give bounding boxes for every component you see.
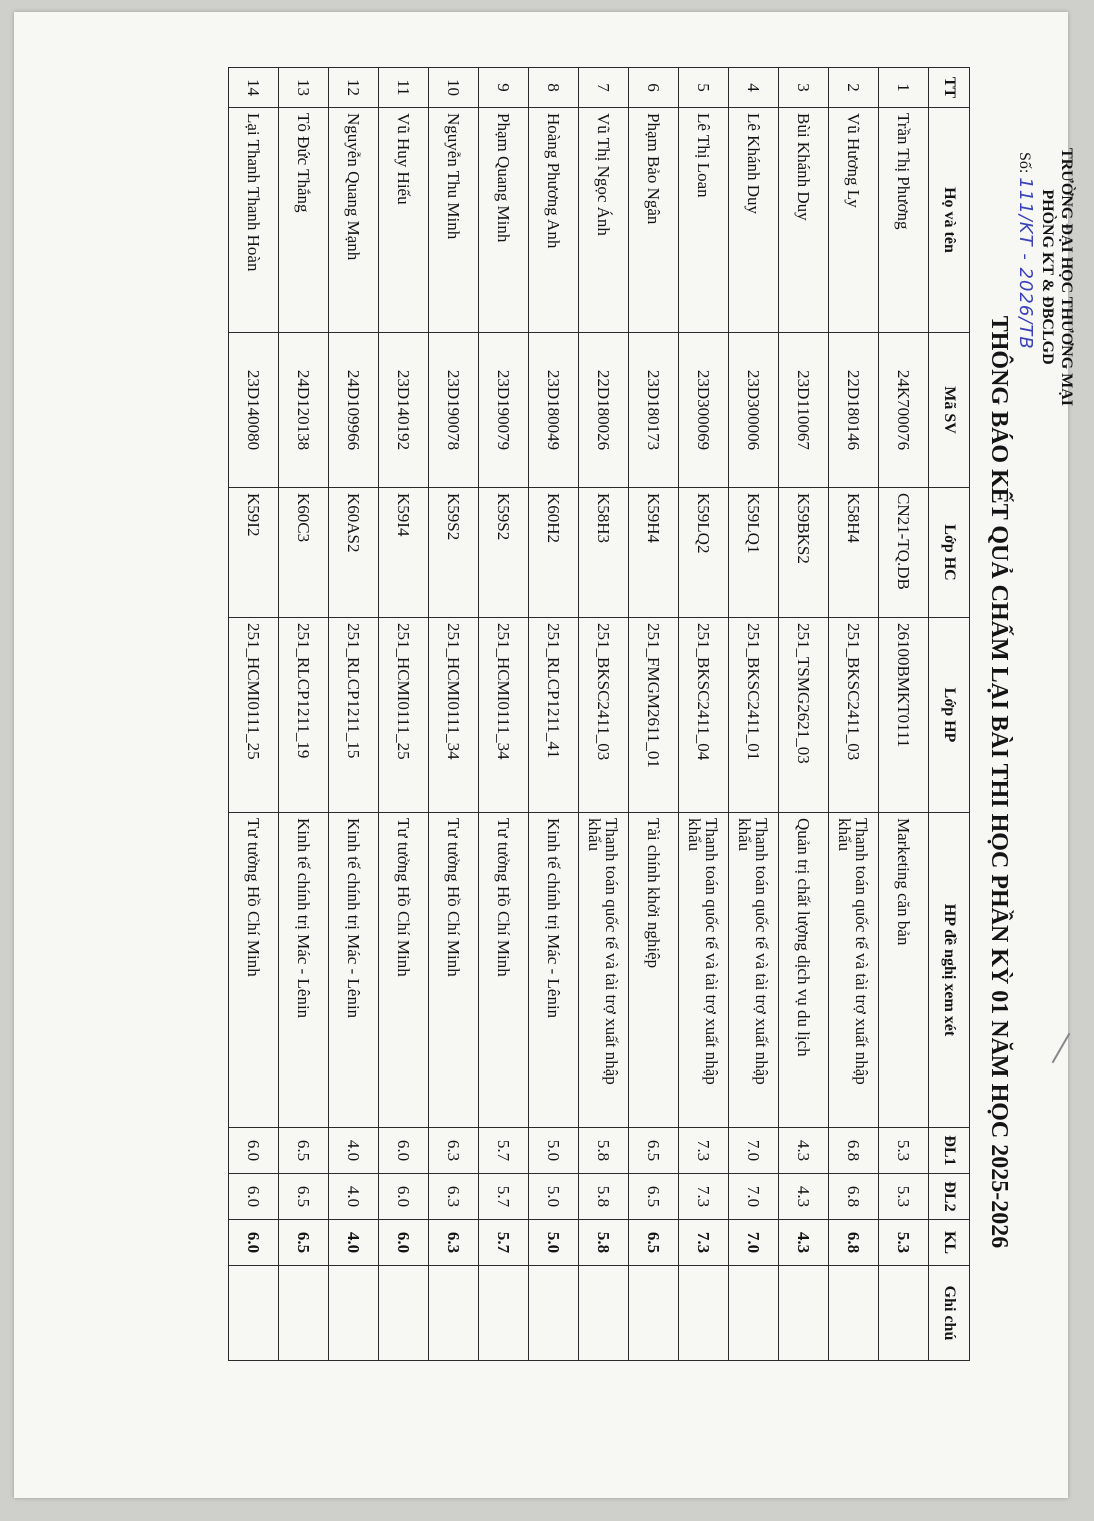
cell-lop-hc: K60AS2 (329, 488, 379, 618)
cell-note (329, 1266, 379, 1361)
col-header: Lớp HP (929, 618, 970, 813)
results-table (228, 67, 970, 1361)
cell-note (479, 1266, 529, 1361)
col-header: ĐL2 (929, 1174, 970, 1220)
cell-name: Lê Khánh Duy (729, 108, 779, 333)
cell-lop-hp: 251_BKSC2411_03 (579, 618, 629, 813)
col-header: Ghi chú (929, 1266, 970, 1361)
cell-dl2: 7.3 (679, 1174, 729, 1220)
table-row (829, 68, 879, 1361)
cell-lop-hp: 251_BKSC2411_04 (679, 618, 729, 813)
cell-lop-hp: 251_RLCP1211_41 (529, 618, 579, 813)
table-row (429, 68, 479, 1361)
cell-lop-hc: CN21-TQ.DB (879, 488, 929, 618)
table-row (729, 68, 779, 1361)
cell-name: Vũ Thị Ngọc Ánh (579, 108, 629, 333)
header-block (1038, 117, 1076, 437)
cell-hp: Tư tưởng Hồ Chí Minh (379, 813, 429, 1128)
document-number (1015, 152, 1036, 350)
cell-hp: Quản trị chất lượng dịch vụ du lịch (779, 813, 829, 1128)
cell-hp: Marketing căn bản (879, 813, 929, 1128)
cell-tt: 7 (579, 68, 629, 108)
table-body (229, 68, 929, 1361)
page-title: THÔNG BÁO KẾT QUẢ CHẤM LẠI BÀI THI HỌC PHẦN KỲ 01 NĂM HỌC 2025-2026 (986, 315, 1012, 1249)
cell-dl1: 4.3 (779, 1128, 829, 1174)
col-header: HP đề nghị xem xét (929, 813, 970, 1128)
cell-dl2: 6.5 (279, 1174, 329, 1220)
cell-hp: Thanh toán quốc tế và tài trợ xuất nhập khẩu (679, 813, 729, 1128)
cell-ma-sv: 24K700076 (879, 333, 929, 488)
cell-kl: 5.8 (579, 1220, 629, 1266)
col-header: Họ và tên (929, 108, 970, 333)
cell-lop-hp: 251_FMGM2611_01 (629, 618, 679, 813)
cell-lop-hc: K59H4 (629, 488, 679, 618)
cell-hp: Tư tưởng Hồ Chí Minh (429, 813, 479, 1128)
cell-tt: 1 (879, 68, 929, 108)
table-row (279, 68, 329, 1361)
col-header: Lớp HC (929, 488, 970, 618)
cell-lop-hp: 251_HCMI0111_25 (229, 618, 279, 813)
cell-tt: 9 (479, 68, 529, 108)
cell-dl1: 6.8 (829, 1128, 879, 1174)
cell-ma-sv: 24D120138 (279, 333, 329, 488)
cell-name: Vũ Huy Hiếu (379, 108, 429, 333)
cell-note (529, 1266, 579, 1361)
cell-hp: Tài chính khởi nghiệp (629, 813, 679, 1128)
cell-kl: 7.0 (729, 1220, 779, 1266)
cell-dl1: 5.8 (579, 1128, 629, 1174)
cell-note (779, 1266, 829, 1361)
col-header: TT (929, 68, 970, 108)
cell-dl2: 5.3 (879, 1174, 929, 1220)
cell-dl1: 5.3 (879, 1128, 929, 1174)
cell-dl2: 6.5 (629, 1174, 679, 1220)
cell-kl: 6.0 (229, 1220, 279, 1266)
cell-dl2: 6.0 (229, 1174, 279, 1220)
cell-kl: 6.5 (629, 1220, 679, 1266)
cell-note (679, 1266, 729, 1361)
cell-lop-hc: K60H2 (529, 488, 579, 618)
cell-note (829, 1266, 879, 1361)
cell-kl: 6.5 (279, 1220, 329, 1266)
cell-kl: 6.8 (829, 1220, 879, 1266)
cell-name: Nguyễn Thu Minh (429, 108, 479, 333)
cell-lop-hc: K59LQ1 (729, 488, 779, 618)
cell-tt: 11 (379, 68, 429, 108)
cell-name: Phạm Bảo Ngân (629, 108, 679, 333)
cell-hp: Thanh toán quốc tế và tài trợ xuất nhập khẩu (729, 813, 779, 1128)
document-page (14, 12, 1075, 1498)
cell-ma-sv: 23D180049 (529, 333, 579, 488)
cell-ma-sv: 23D140192 (379, 333, 429, 488)
cell-ma-sv: 23D140080 (229, 333, 279, 488)
cell-dl1: 7.3 (679, 1128, 729, 1174)
cell-dl1: 7.0 (729, 1128, 779, 1174)
cell-hp: Thanh toán quốc tế và tài trợ xuất nhập khẩu (829, 813, 879, 1128)
cell-dl2: 4.3 (779, 1174, 829, 1220)
cell-lop-hp: 251_BKSC2411_01 (729, 618, 779, 813)
table-row (779, 68, 829, 1361)
cell-dl1: 6.3 (429, 1128, 479, 1174)
cell-name: Phạm Quang Minh (479, 108, 529, 333)
table-row (229, 68, 279, 1361)
table-row (529, 68, 579, 1361)
cell-hp: Kinh tế chính trị Mác - Lênin (329, 813, 379, 1128)
school-name: TRƯỜNG ĐẠI HỌC THƯƠNG MẠI (1058, 147, 1075, 407)
cell-ma-sv: 23D110067 (779, 333, 829, 488)
cell-dl1: 6.0 (229, 1128, 279, 1174)
cell-dl2: 5.7 (479, 1174, 529, 1220)
cell-kl: 5.0 (529, 1220, 579, 1266)
rotated-content (14, 12, 1094, 1521)
cell-name: Lê Thị Loan (679, 108, 729, 333)
cell-lop-hc: K59LQ2 (679, 488, 729, 618)
cell-hp: Kinh tế chính trị Mác - Lênin (279, 813, 329, 1128)
cell-name: Trần Thị Phương (879, 108, 929, 333)
cell-dl2: 4.0 (329, 1174, 379, 1220)
cell-lop-hc: K58H4 (829, 488, 879, 618)
cell-lop-hp: 251_TSMG2621_03 (779, 618, 829, 813)
cell-dl1: 5.7 (479, 1128, 529, 1174)
cell-dl2: 6.8 (829, 1174, 879, 1220)
col-header: ĐL1 (929, 1128, 970, 1174)
number-label: Số: (1016, 152, 1033, 174)
cell-lop-hc: K59I2 (229, 488, 279, 618)
cell-note (229, 1266, 279, 1361)
cell-tt: 14 (229, 68, 279, 108)
cell-ma-sv: 22D180026 (579, 333, 629, 488)
cell-lop-hp: 26100BMKT0111 (879, 618, 929, 813)
cell-kl: 6.0 (379, 1220, 429, 1266)
cell-dl1: 6.5 (279, 1128, 329, 1174)
table-row (679, 68, 729, 1361)
cell-lop-hc: K59I4 (379, 488, 429, 618)
cell-name: Bùi Khánh Duy (779, 108, 829, 333)
cell-note (729, 1266, 779, 1361)
col-header: Mã SV (929, 333, 970, 488)
cell-tt: 12 (329, 68, 379, 108)
cell-dl2: 6.0 (379, 1174, 429, 1220)
cell-ma-sv: 22D180146 (829, 333, 879, 488)
cell-lop-hc: K59S2 (479, 488, 529, 618)
table-row (629, 68, 679, 1361)
table-header-row (929, 68, 970, 1361)
cell-tt: 2 (829, 68, 879, 108)
cell-lop-hp: 251_HCMI0111_25 (379, 618, 429, 813)
cell-lop-hc: K59S2 (429, 488, 479, 618)
cell-dl1: 6.0 (379, 1128, 429, 1174)
cell-lop-hp: 251_BKSC2411_03 (829, 618, 879, 813)
cell-dl1: 5.0 (529, 1128, 579, 1174)
table-row (879, 68, 929, 1361)
cell-hp: Tư tưởng Hồ Chí Minh (479, 813, 529, 1128)
cell-tt: 10 (429, 68, 479, 108)
cell-dl2: 5.0 (529, 1174, 579, 1220)
cell-name: Vũ Hương Ly (829, 108, 879, 333)
table-row (379, 68, 429, 1361)
cell-dl1: 4.0 (329, 1128, 379, 1174)
cell-hp: Tư tưởng Hồ Chí Minh (229, 813, 279, 1128)
office-name: PHÒNG KT & ĐBCLGD (1039, 189, 1056, 365)
table-row (579, 68, 629, 1361)
cell-lop-hp: 251_HCMI0111_34 (429, 618, 479, 813)
cell-lop-hp: 251_RLCP1211_15 (329, 618, 379, 813)
cell-dl1: 6.5 (629, 1128, 679, 1174)
cell-ma-sv: 23D190079 (479, 333, 529, 488)
number-value: 111/KT - 2026/TB (1015, 177, 1036, 350)
cell-name: Hoàng Phương Anh (529, 108, 579, 333)
cell-kl: 4.3 (779, 1220, 829, 1266)
cell-tt: 3 (779, 68, 829, 108)
cell-kl: 6.3 (429, 1220, 479, 1266)
cell-note (429, 1266, 479, 1361)
table-row (479, 68, 529, 1361)
cell-tt: 5 (679, 68, 729, 108)
cell-note (279, 1266, 329, 1361)
cell-tt: 8 (529, 68, 579, 108)
cell-lop-hp: 251_HCMI0111_34 (479, 618, 529, 813)
cell-tt: 6 (629, 68, 679, 108)
cell-dl2: 6.3 (429, 1174, 479, 1220)
cell-dl2: 7.0 (729, 1174, 779, 1220)
cell-note (879, 1266, 929, 1361)
cell-hp: Thanh toán quốc tế và tài trợ xuất nhập khẩu (579, 813, 629, 1128)
cell-dl2: 5.8 (579, 1174, 629, 1220)
table-row (329, 68, 379, 1361)
cell-lop-hc: K60C3 (279, 488, 329, 618)
cell-name: Tô Đức Thắng (279, 108, 329, 333)
cell-kl: 5.3 (879, 1220, 929, 1266)
col-header: KL (929, 1220, 970, 1266)
cell-kl: 5.7 (479, 1220, 529, 1266)
cell-note (629, 1266, 679, 1361)
cell-lop-hc: K58H3 (579, 488, 629, 618)
cell-kl: 4.0 (329, 1220, 379, 1266)
cell-lop-hp: 251_RLCP1211_19 (279, 618, 329, 813)
cell-kl: 7.3 (679, 1220, 729, 1266)
cell-note (379, 1266, 429, 1361)
cell-note (579, 1266, 629, 1361)
cell-tt: 13 (279, 68, 329, 108)
cell-ma-sv: 23D190078 (429, 333, 479, 488)
cell-ma-sv: 24D109966 (329, 333, 379, 488)
cell-name: Nguyễn Quang Mạnh (329, 108, 379, 333)
cell-ma-sv: 23D300069 (679, 333, 729, 488)
cell-ma-sv: 23D180173 (629, 333, 679, 488)
cell-lop-hc: K59BKS2 (779, 488, 829, 618)
cell-hp: Kinh tế chính trị Mác - Lênin (529, 813, 579, 1128)
cell-tt: 4 (729, 68, 779, 108)
cell-ma-sv: 23D300006 (729, 333, 779, 488)
cell-name: Lại Thanh Thanh Hoàn (229, 108, 279, 333)
